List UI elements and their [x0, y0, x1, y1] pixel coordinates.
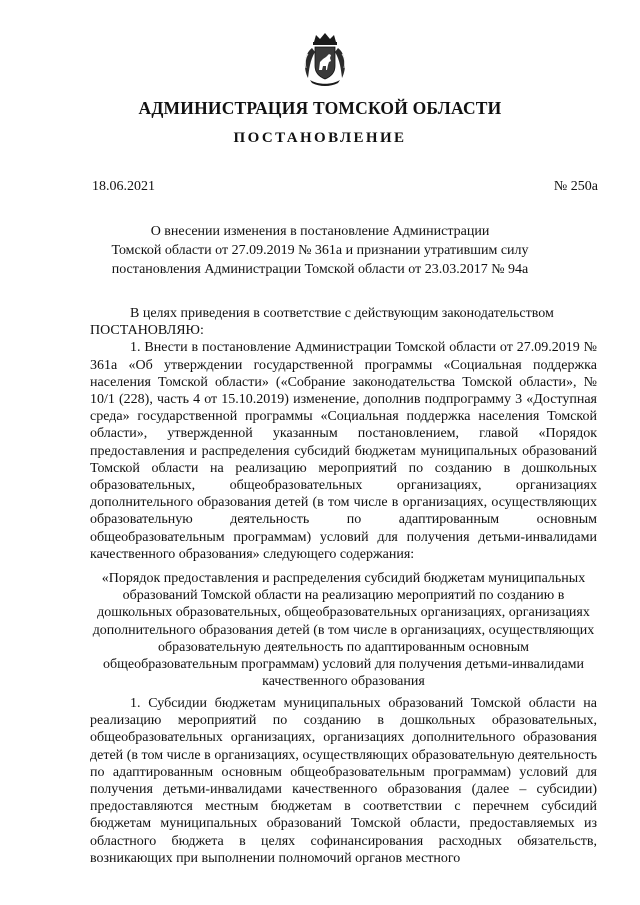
document-body: [90, 305, 597, 563]
subject-line: О внесении изменения в постановление Администрации: [150, 224, 490, 239]
item-1: 1. Внести в постановление Администрации Томской области от 27.09.2019 № 361а «Об утверждении государственной программы «Социальная поддержка населения Томской области» («Собрание законодательства Томской области», № 10/1 (228), часть 4 от 15.10.2019) изменение, дополнив подпрограмму 3 «Доступная среда» государственной программы «Социальная поддержка населения Томской области», утвержденной указанным постановлением, главой «Порядок предоставления и распределения субсидий бюджетам муниципальных образований Томской области на реализацию мероприятий по созданию в дошкольных образовательных, общеобразовательных организациях, организациях дополнительного образования детей (в том числе в организациях, осуществляющих образовательную деятельность по адаптированным основным общеобразовательным программам) условий для получения детьми-инвалидами качественного образования» следующего содержания:: [90, 340, 597, 562]
organization-name: АДМИНИСТРАЦИЯ ТОМСКОЙ ОБЛАСТИ: [138, 98, 502, 118]
subject-line: постановления Администрации Томской области от 23.03.2017 № 94а: [111, 262, 529, 277]
document-subject: [90, 222, 550, 279]
resolve-clause: ПОСТАНОВЛЯЮ:: [90, 323, 204, 339]
chapter-title: [90, 570, 597, 690]
chapter-title-text: «Порядок предоставления и распределения субсидий бюджетам муниципальных образований Томской области на реализацию мероприятий по созданию в дошкольных образовательных, общеобразовательных организациях, организациях дополнительного образования детей (в том числе в организациях, осуществляющих образовательную деятельность по адаптированным основным общеобразовательным программам) условий для получения детьми-инвалидами качественного образования: [92, 571, 595, 690]
document-date: 18.06.2021: [92, 179, 155, 194]
preamble: В целях приведения в соответствие с действующим законодательством: [130, 306, 554, 321]
document-type: ПОСТАНОВЛЕНИЕ: [233, 130, 407, 146]
document-number: № 250а: [553, 179, 598, 194]
section-1: [90, 695, 597, 867]
subject-line: Томской области от 27.09.2019 № 361а и признании утратившим силу: [111, 243, 529, 258]
tomsk-oblast-coat-of-arms-icon: [302, 32, 348, 88]
section-1-text: 1. Субсидии бюджетам муниципальных образований Томской области на реализацию мероприятий по созданию в дошкольных образовательных, общеобразовательных организациях, организациях дополнительного образования детей (в том числе в организациях, осуществляющих образовательную деятельность по адаптированным основным общеобразовательным программам) условий для получения детьми-инвалидами качественного образования (далее – субсидии) предоставляются местным бюджетам в соответствии с перечнем субсидий бюджетам муниципальных образований Томской области, предоставляемых из областного бюджета в целях софинансирования расходных обязательств, возникающих при выполнении полномочий органов местного: [90, 696, 597, 866]
